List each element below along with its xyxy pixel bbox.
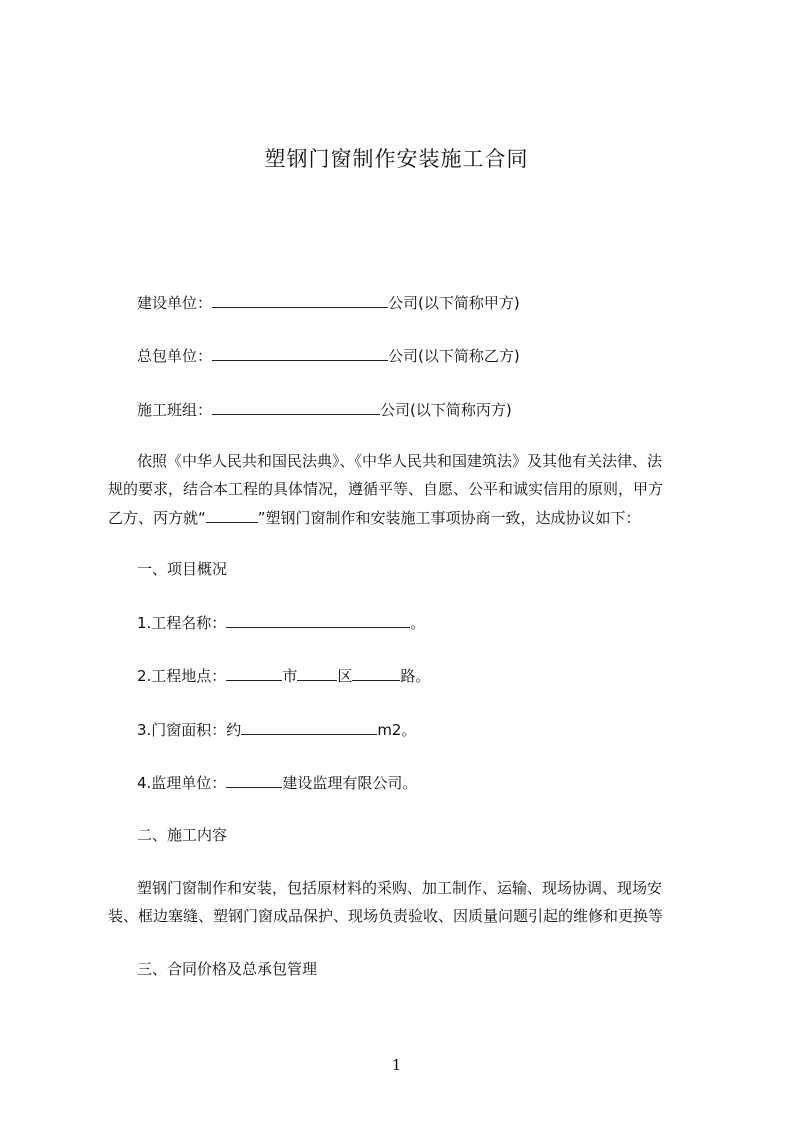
section-heading-price: 三、合同价格及总承包管理 bbox=[137, 960, 318, 978]
area-unit: m2。 bbox=[377, 721, 417, 739]
blank-underline[interactable] bbox=[226, 772, 282, 788]
intro-line-3 bbox=[108, 507, 641, 528]
blank-underline[interactable] bbox=[206, 507, 258, 523]
party-label: 施工班组： bbox=[137, 401, 213, 419]
item-project-name bbox=[137, 612, 425, 633]
section-heading-content: 二、施工内容 bbox=[137, 826, 228, 844]
intro-line-1: 依照《中华人民共和国民法典》、《中华人民共和国建筑法》及其他有关法律、法 bbox=[137, 452, 663, 470]
party-line-contractor bbox=[137, 345, 520, 366]
party-suffix: 公司(以下简称乙方) bbox=[388, 347, 520, 365]
item-label: 2.工程地点： bbox=[137, 667, 227, 685]
item-label: 4.监理单位： bbox=[137, 774, 227, 792]
page-number: 1 bbox=[391, 1056, 402, 1074]
item-label: 3.门窗面积：约 bbox=[137, 721, 242, 739]
intro-line-3-suffix: ”塑钢门窗制作和安装施工事项协商一致，达成协议如下： bbox=[257, 509, 641, 527]
blank-underline[interactable] bbox=[212, 345, 388, 361]
party-label: 建设单位： bbox=[137, 294, 213, 312]
content-line-2: 装、框边塞缝、塑钢门窗成品保护、现场负责验收、因质量问题引起的维修和更换等 bbox=[108, 907, 664, 925]
blank-underline[interactable] bbox=[212, 399, 380, 415]
item-suffix: 建设监理有限公司。 bbox=[282, 774, 418, 792]
item-supervisor bbox=[137, 772, 417, 793]
party-suffix: 公司(以下简称丙方) bbox=[380, 401, 512, 419]
blank-underline[interactable] bbox=[226, 665, 282, 681]
city-label: 市 bbox=[282, 667, 298, 685]
intro-line-2: 规的要求，结合本工程的具体情况，遵循平等、自愿、公平和诚实信用的原则，甲方 bbox=[108, 480, 664, 498]
item-window-area bbox=[137, 719, 416, 740]
district-label: 区 bbox=[337, 667, 353, 685]
party-line-team bbox=[137, 399, 512, 420]
item-end: 。 bbox=[410, 614, 426, 632]
road-label: 路。 bbox=[400, 667, 431, 685]
blank-underline[interactable] bbox=[297, 665, 337, 681]
blank-underline[interactable] bbox=[352, 665, 400, 681]
blank-underline[interactable] bbox=[241, 719, 377, 735]
item-project-location bbox=[137, 665, 430, 686]
section-heading-overview: 一、项目概况 bbox=[137, 560, 228, 578]
content-line-1: 塑钢门窗制作和安装，包括原材料的采购、加工制作、运输、现场协调、现场安 bbox=[137, 879, 663, 897]
blank-underline[interactable] bbox=[212, 292, 388, 308]
blank-underline[interactable] bbox=[226, 612, 410, 628]
item-label: 1.工程名称： bbox=[137, 614, 227, 632]
intro-line-3-prefix: 乙方、丙方就“ bbox=[108, 509, 206, 527]
party-label: 总包单位： bbox=[137, 347, 213, 365]
party-suffix: 公司(以下简称甲方) bbox=[388, 294, 520, 312]
document-title: 塑钢门窗制作安装施工合同 bbox=[264, 147, 529, 171]
party-line-owner bbox=[137, 292, 520, 313]
